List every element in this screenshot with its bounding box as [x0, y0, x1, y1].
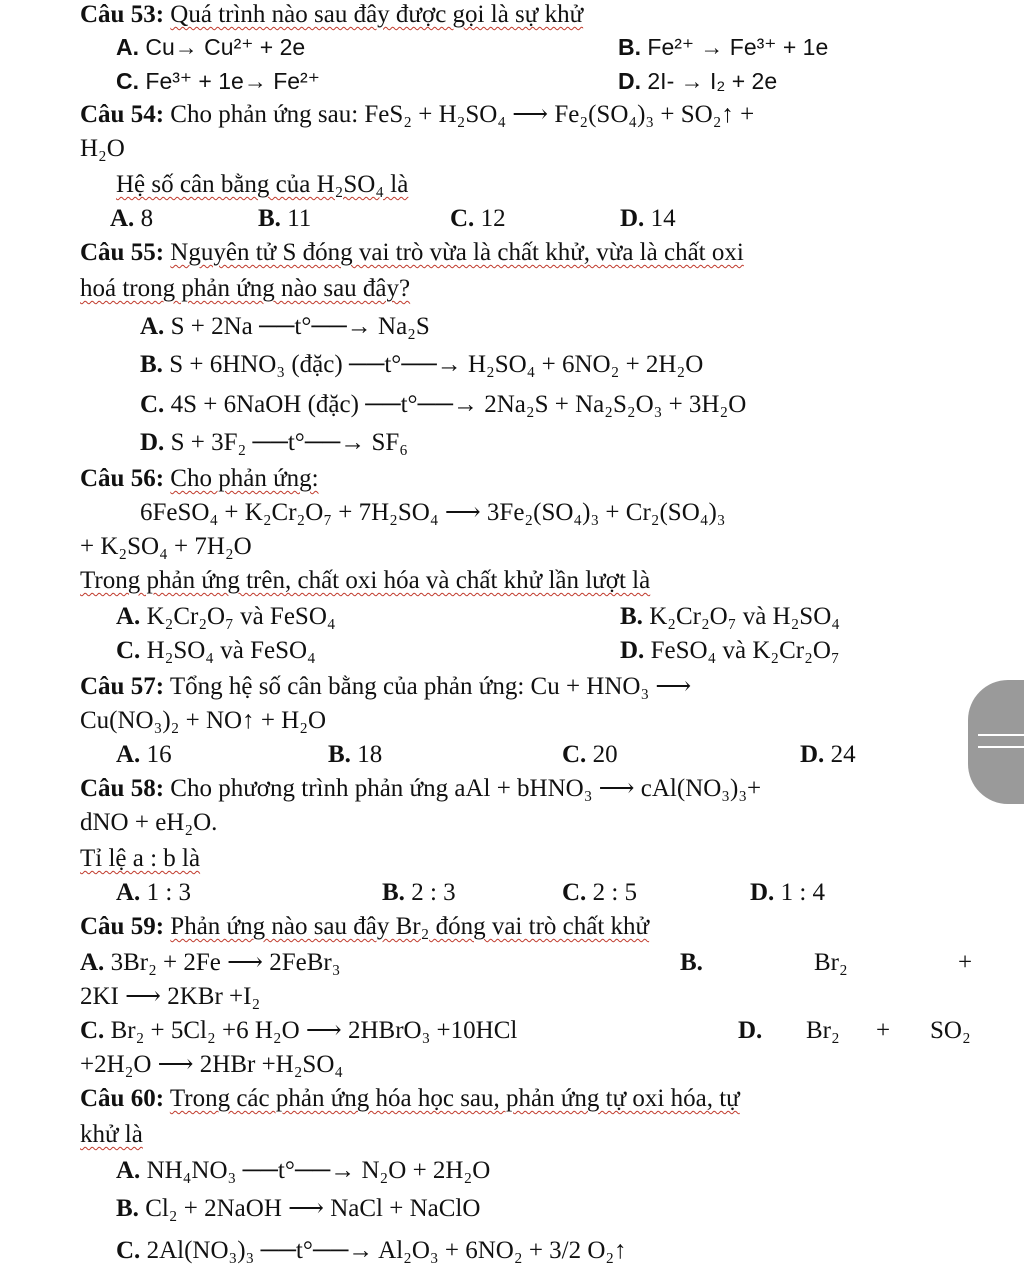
q59-option-a: [80, 948, 340, 978]
q58-option-c: [562, 878, 637, 908]
scroll-handle[interactable]: [968, 680, 1024, 804]
q60-stem-1: Trong các phản ứng hóa học sau, phản ứng tự oxi hóa, tự: [169, 1085, 740, 1112]
q53-stem: Quá trình nào sau đây được gọi là sự khử: [170, 1, 584, 28]
q60-option-c-text: 2Al(NO₃)₃ ──t°──→ Al₂O₃ + 6NO₂ + 3/2 O₂↑: [146, 1237, 627, 1264]
q60-stem-line-2: khử là: [80, 1121, 143, 1148]
q56-stem-line: [80, 464, 319, 494]
q58-option-c-text: 2 : 5: [592, 879, 638, 906]
q54-label: Câu 54:: [80, 101, 165, 128]
q57-option-c-text: 20: [592, 741, 618, 768]
q58-stem-line-3: Tỉ lệ a : b là: [80, 845, 201, 872]
q55-option-b-label: B.: [140, 351, 163, 378]
q55-label: Câu 55:: [80, 239, 165, 266]
q53-option-a-text: Cu→ Cu²⁺ + 2e: [145, 34, 306, 60]
q60-option-b-label: B.: [116, 1195, 139, 1222]
q59-label: Câu 59:: [80, 913, 165, 940]
q54-stem-1: Cho phản ứng sau: FeS₂ + H₂SO₄ ⟶ Fe₂(SO₄)₃ + SO₂↑ +: [170, 101, 755, 128]
q59-option-d-label-wrap: [738, 1016, 762, 1046]
q54-option-b-text: 11: [287, 205, 312, 232]
q57-option-c-label: C.: [562, 741, 587, 768]
q56-equation-line-1: 6FeSO₄ + K₂Cr₂O₇ + 7H₂SO₄ ⟶ 3Fe₂(SO₄)₃ + Cr₂(SO₄)₃: [140, 499, 726, 526]
q55-option-c-text: 4S + 6NaOH (đặc) ──t°──→ 2Na₂S + Na₂S₂O₃ + 3H₂O: [170, 391, 747, 418]
q58-stem-line-1: [80, 774, 761, 804]
q54-option-c: [450, 204, 506, 234]
q56-option-c-text: H₂SO₄ và FeSO₄: [146, 637, 316, 664]
q60-option-c: [116, 1236, 627, 1266]
q53-option-c-text: Fe³⁺ + 1e→ Fe²⁺: [145, 68, 320, 94]
q57-option-d-label: D.: [800, 741, 825, 768]
q58-option-a: [116, 878, 191, 908]
q55-option-b-text: S + 6HNO₃ (đặc) ──t°──→ H₂SO₄ + 6NO₂ + 2H₂O: [169, 351, 704, 378]
q60-stem-line-1: [80, 1084, 740, 1114]
q56-equation-line-2: + K₂SO₄ + 7H₂O: [80, 533, 252, 560]
q60-option-b-text: Cl₂ + 2NaOH ⟶ NaCl + NaClO: [145, 1195, 481, 1222]
q54-option-c-label: C.: [450, 205, 475, 232]
q54-option-b-label: B.: [258, 205, 281, 232]
q54-option-a-text: 8: [140, 205, 154, 232]
q57-option-d: [800, 740, 856, 770]
q54-option-d-label: D.: [620, 205, 645, 232]
q54-stem-line-3: Hệ số cân bằng của H₂SO₄ là: [116, 171, 409, 198]
q58-option-d-label: D.: [750, 879, 775, 906]
q59-option-b-label: B.: [680, 949, 703, 976]
q56-label: Câu 56:: [80, 465, 165, 492]
q58-option-b: [382, 878, 456, 908]
q59-option-b-part1: Br₂: [814, 949, 848, 976]
q59-option-a-text: 3Br₂ + 2Fe ⟶ 2FeBr₃: [110, 949, 341, 976]
q59-stem-line: [80, 912, 649, 942]
q59-option-c: [80, 1016, 517, 1046]
q57-option-a: [116, 740, 172, 770]
q53-option-d-label: D.: [618, 68, 641, 94]
q54-option-a-label: A.: [110, 205, 135, 232]
q56-stem: Cho phản ứng:: [170, 465, 319, 492]
q57-label: Câu 57:: [80, 673, 165, 700]
q60-label: Câu 60:: [80, 1085, 165, 1112]
q54-option-c-text: 12: [480, 205, 506, 232]
q58-label: Câu 58:: [80, 775, 165, 802]
q57-option-c: [562, 740, 618, 770]
q56-option-a-label: A.: [116, 603, 141, 630]
grip-line-icon: [978, 734, 1024, 736]
q59-stem: Phản ứng nào sau đây Br₂ đóng vai trò chất khử: [170, 913, 650, 940]
q59-option-d-part2: +: [876, 1017, 891, 1044]
q53-option-a-label: A.: [116, 34, 139, 60]
q58-stem-line-2: dNO + eH₂O.: [80, 809, 218, 836]
q56-option-d-label: D.: [620, 637, 645, 664]
q59-option-d-part1: Br₂: [806, 1017, 840, 1044]
q59-option-d-line2: +2H₂O ⟶ 2HBr +H₂SO₄: [80, 1051, 344, 1078]
q54-stem-line-1: [80, 100, 754, 130]
q58-option-b-label: B.: [382, 879, 405, 906]
q55-option-a: [140, 312, 430, 342]
q60-option-a-label: A.: [116, 1157, 141, 1184]
q57-option-a-text: 16: [146, 741, 172, 768]
q56-option-c-label: C.: [116, 637, 141, 664]
q57-option-b: [328, 740, 382, 770]
q55-stem-1: Nguyên tử S đóng vai trò vừa là chất khử, vừa là chất oxi: [170, 239, 744, 266]
q55-option-d-text: S + 3F₂ ──t°──→ SF₆: [170, 429, 409, 456]
q56-option-d: [620, 636, 840, 666]
q57-stem-line-2: Cu(NO₃)₂ + NO↑ + H₂O: [80, 707, 326, 734]
q54-option-b: [258, 204, 311, 234]
q53-label: Câu 53:: [80, 1, 165, 28]
q56-stem-2: Trong phản ứng trên, chất oxi hóa và chất khử lần lượt là: [80, 567, 651, 594]
q53-option-b: [618, 32, 828, 62]
q55-option-b: [140, 350, 703, 380]
q53-option-b-label: B.: [618, 34, 641, 60]
q55-option-d-label: D.: [140, 429, 165, 456]
q54-option-a: [110, 204, 153, 234]
q60-option-a: [116, 1156, 490, 1186]
q53-option-c-label: C.: [116, 68, 139, 94]
q56-option-c: [116, 636, 316, 666]
q59-option-c-text: Br₂ + 5Cl₂ +6 H₂O ⟶ 2HBrO₃ +10HCl: [110, 1017, 518, 1044]
q53-option-c: [116, 66, 320, 96]
q59-option-d-part3: SO₂: [930, 1017, 971, 1044]
q60-option-c-label: C.: [116, 1237, 141, 1264]
q57-stem-line-1: [80, 672, 691, 702]
q54-option-d: [620, 204, 676, 234]
q53-option-d: [618, 66, 777, 96]
q53-option-b-text: Fe²⁺ → Fe³⁺ + 1e: [647, 34, 829, 60]
q57-stem-1: Tổng hệ số cân bằng của phản ứng: Cu + HNO₃ ⟶: [169, 673, 692, 700]
q56-option-b-label: B.: [620, 603, 643, 630]
q59-option-c-label: C.: [80, 1017, 105, 1044]
q56-option-b: [620, 602, 840, 632]
q55-option-a-text: S + 2Na ──t°──→ Na₂S: [170, 313, 430, 340]
q56-option-d-text: FeSO₄ và K₂Cr₂O₇: [650, 637, 840, 664]
q57-option-b-label: B.: [328, 741, 351, 768]
q53-option-d-text: 2I- → I₂ + 2e: [647, 68, 778, 94]
q54-option-d-text: 14: [650, 205, 676, 232]
q55-option-c-label: C.: [140, 391, 165, 418]
q55-option-a-label: A.: [140, 313, 165, 340]
q56-option-a: [116, 602, 336, 632]
q57-option-d-text: 24: [830, 741, 856, 768]
q57-option-a-label: A.: [116, 741, 141, 768]
q58-option-d-text: 1 : 4: [780, 879, 826, 906]
q55-stem-line-1: [80, 238, 744, 268]
q56-option-b-text: K₂Cr₂O₇ và H₂SO₄: [649, 603, 840, 630]
q58-stem-1: Cho phương trình phản ứng aAl + bHNO₃ ⟶ cAl(NO₃)₃+: [170, 775, 762, 802]
q60-option-b: [116, 1194, 480, 1224]
q53-stem-line: [80, 0, 583, 30]
q58-option-d: [750, 878, 825, 908]
q58-option-a-text: 1 : 3: [146, 879, 192, 906]
q59-option-d-label: D.: [738, 1017, 763, 1044]
q59-option-b-line2: 2KI ⟶ 2KBr +I₂: [80, 983, 261, 1010]
q53-option-a: [116, 32, 305, 62]
q58-option-b-text: 2 : 3: [411, 879, 456, 906]
q57-option-b-text: 18: [357, 741, 383, 768]
grip-line-icon: [978, 746, 1024, 748]
q55-option-c: [140, 390, 746, 420]
q59-option-a-label: A.: [80, 949, 105, 976]
q56-option-a-text: K₂Cr₂O₇ và FeSO₄: [146, 603, 336, 630]
q55-option-d: [140, 428, 408, 458]
q59-option-b-part2: +: [958, 949, 973, 976]
q59-option-b-label-wrap: [680, 948, 703, 978]
q55-stem-line-2: hoá trong phản ứng nào sau đây?: [80, 275, 411, 302]
q60-option-a-text: NH₄NO₃ ──t°──→ N₂O + 2H₂O: [146, 1157, 491, 1184]
q58-option-a-label: A.: [116, 879, 141, 906]
q54-stem-line-2: H₂O: [80, 135, 125, 162]
q58-option-c-label: C.: [562, 879, 587, 906]
